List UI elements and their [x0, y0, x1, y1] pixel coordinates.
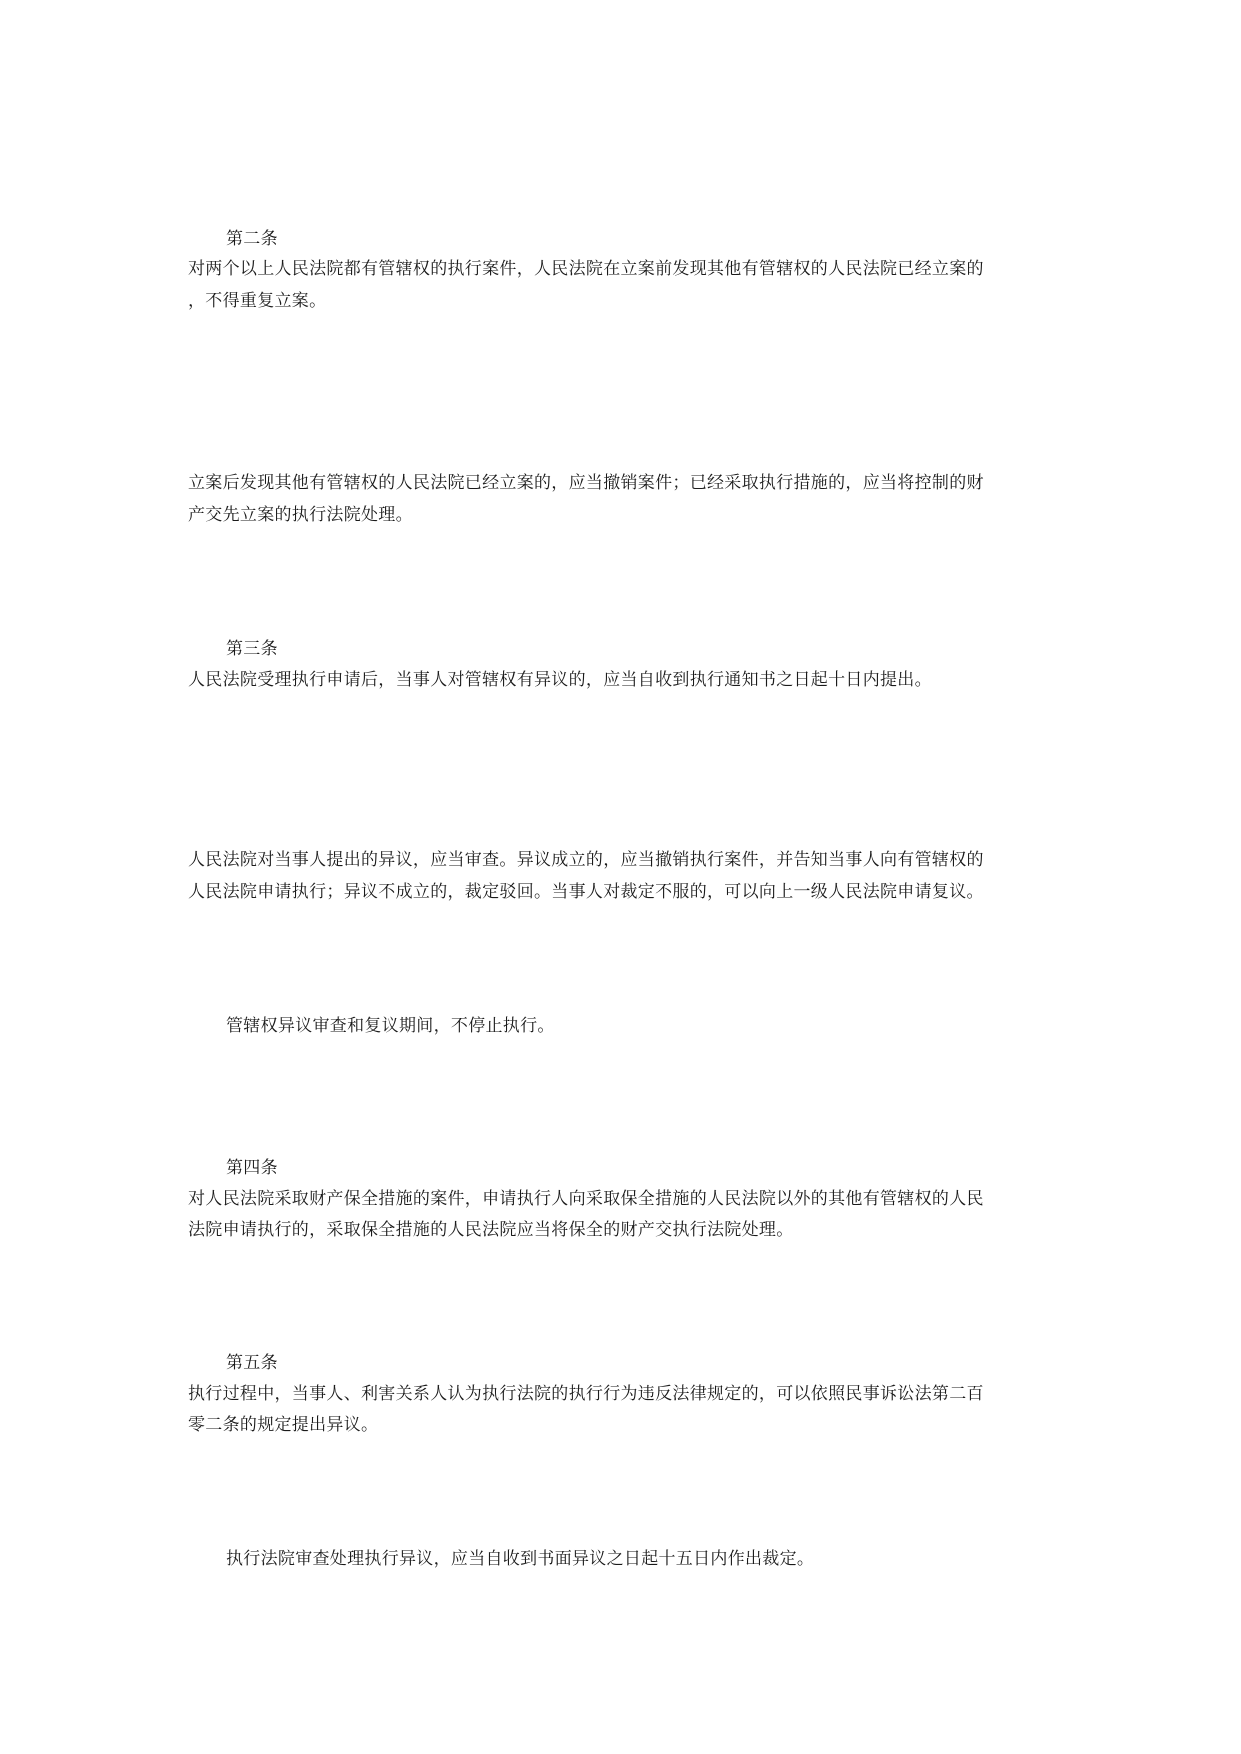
article-5-para1-line2: 零二条的规定提出异议。: [188, 1415, 379, 1435]
article-3-para2-line1: 人民法院对当事人提出的异议，应当审查。异议成立的，应当撤销执行案件，并告知当事人向有管辖权的: [188, 850, 984, 870]
article-4-heading: 第四条: [226, 1158, 278, 1178]
article-4-para1-line2: 法院申请执行的，采取保全措施的人民法院应当将保全的财产交执行法院处理。: [188, 1220, 794, 1240]
article-2-para1-line2: ，不得重复立案。: [188, 291, 327, 311]
article-3-para2-line2: 人民法院申请执行；异议不成立的，裁定驳回。当事人对裁定不服的，可以向上一级人民法院申请复议。: [188, 882, 984, 902]
article-5-heading: 第五条: [226, 1353, 278, 1373]
article-5-para1-line1: 执行过程中，当事人、利害关系人认为执行法院的执行行为违反法律规定的，可以依照民事诉讼法第二百: [188, 1384, 984, 1404]
article-2-heading: 第二条: [226, 229, 278, 249]
article-2-para2-line2: 产交先立案的执行法院处理。: [188, 505, 413, 525]
article-3-para1-line1: 人民法院受理执行申请后，当事人对管辖权有异议的，应当自收到执行通知书之日起十日内提出。: [188, 670, 932, 690]
article-3-heading: 第三条: [226, 639, 278, 659]
article-5-para2-line1: 执行法院审查处理执行异议，应当自收到书面异议之日起十五日内作出裁定。: [226, 1549, 815, 1569]
article-2-para1-line1: 对两个以上人民法院都有管辖权的执行案件，人民法院在立案前发现其他有管辖权的人民法院已经立案的: [188, 259, 984, 279]
article-4-para1-line1: 对人民法院采取财产保全措施的案件，申请执行人向采取保全措施的人民法院以外的其他有管辖权的人民: [188, 1189, 984, 1209]
article-3-para3-line1: 管辖权异议审查和复议期间，不停止执行。: [226, 1016, 555, 1036]
article-2-para2-line1: 立案后发现其他有管辖权的人民法院已经立案的，应当撤销案件；已经采取执行措施的，应当将控制的财: [188, 473, 984, 493]
